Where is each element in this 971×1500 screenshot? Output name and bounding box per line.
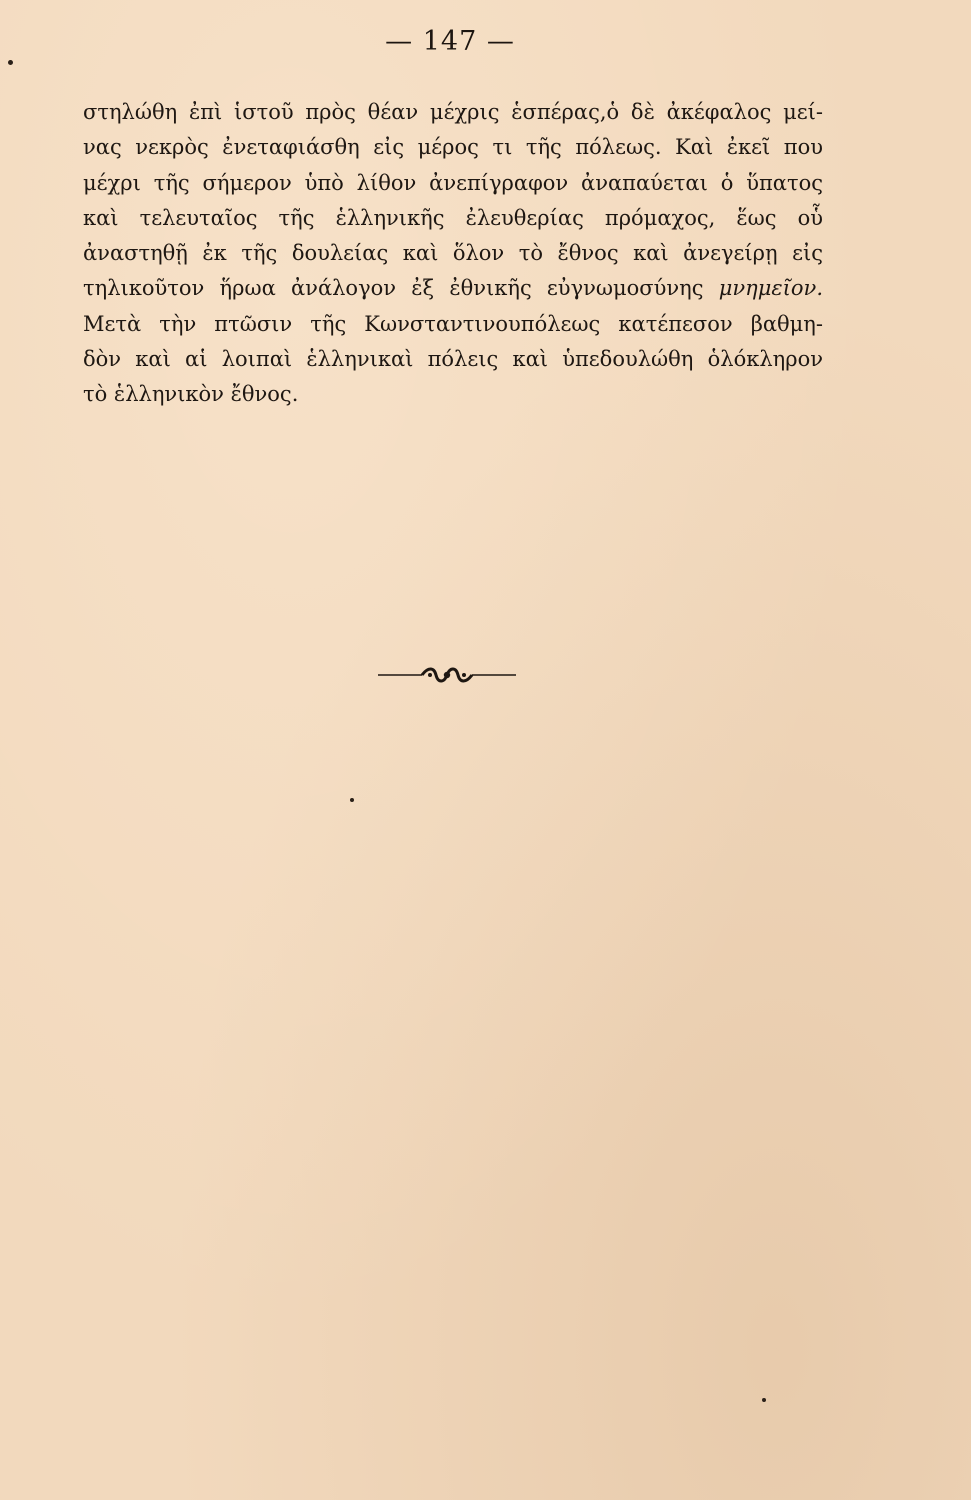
text-line-4: καὶ τελευταῖος τῆς ἑλληνικῆς ἐλευθερίας πρόμαχος, ἕως οὗ [83, 205, 823, 230]
ink-speck [350, 798, 354, 802]
body-paragraph [83, 95, 823, 413]
emphasized-word: μνημεῖον. [718, 276, 823, 301]
ink-speck [8, 60, 13, 65]
text-line-9: τὸ ἑλληνικὸν ἔθνος. [83, 382, 299, 407]
text-line-3: μέχρι τῆς σήμερον ὑπὸ λίθον ἀνεπίγραφον ἀναπαύεται ὁ ὕπατος [83, 170, 823, 195]
page-number: — 147 — [385, 26, 515, 57]
ink-speck [762, 1398, 766, 1402]
section-end-ornament-icon [378, 664, 516, 686]
text-line-7: Μετὰ τὴν πτῶσιν τῆς Κωνσταντινουπόλεως κατέπεσον βαθμη- [83, 311, 823, 336]
text-line-8: δὸν καὶ αἱ λοιπαὶ ἑλληνικαὶ πόλεις καὶ ὑπεδουλώθη ὁλόκληρον [83, 347, 823, 372]
text-line-6 [83, 271, 823, 306]
text-line-5: ἀναστηθῇ ἐκ τῆς δουλείας καὶ ὅλον τὸ ἔθνος καὶ ἀνεγείρῃ εἰς [83, 241, 823, 266]
text-line-2: νας νεκρὸς ἐνεταφιάσθη εἰς μέρος τι τῆς πόλεως. Καὶ ἐκεῖ που [83, 135, 823, 160]
text-line-1: στηλώθη ἐπὶ ἱστοῦ πρὸς θέαν μέχρις ἑσπέρας,ὁ δὲ ἀκέφαλος μεί- [83, 100, 823, 124]
text-line-6-prefix: τηλικοῦτον ἥρωα ἀνάλογον ἐξ ἐθνικῆς εὐγνωμοσύνης [83, 276, 704, 301]
